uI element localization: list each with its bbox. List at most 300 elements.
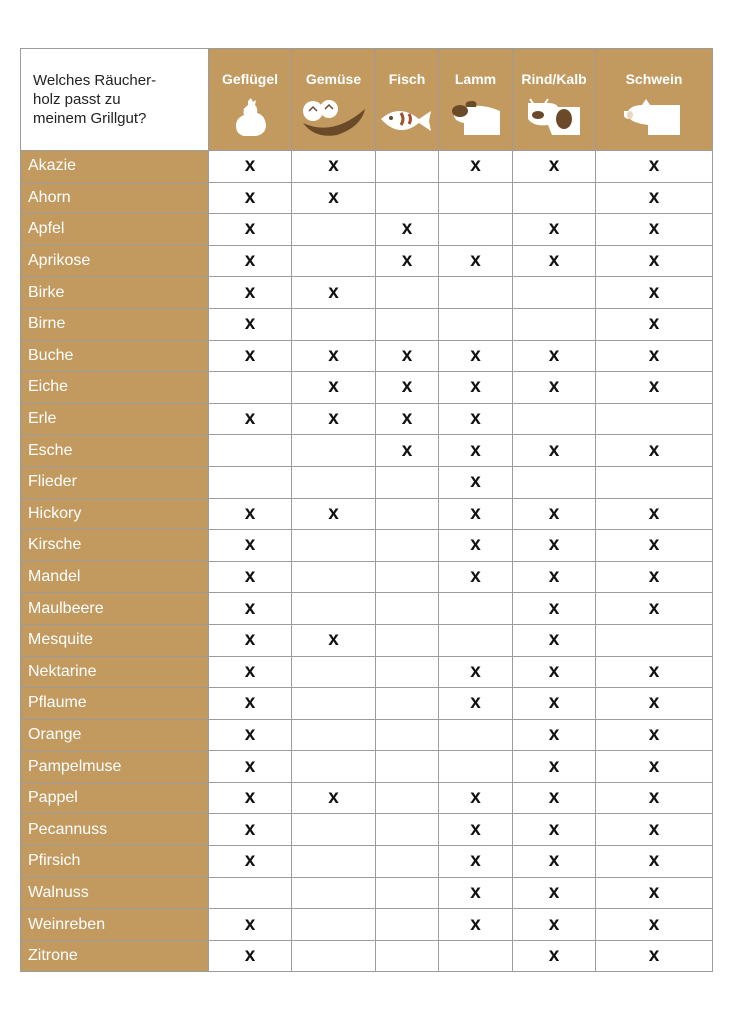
- cell-lamm: [439, 909, 513, 941]
- cell-fisch: [376, 435, 439, 467]
- wood-name: Aprikose: [21, 245, 209, 277]
- cell-gemuese: [292, 846, 376, 878]
- wood-name: Akazie: [21, 151, 209, 183]
- cell-gefluegel: [209, 782, 292, 814]
- cell-lamm: [439, 466, 513, 498]
- cell-schwein: [596, 340, 713, 372]
- cell-gefluegel: [209, 624, 292, 656]
- header-row: [21, 49, 713, 151]
- suitable-mark: x: [401, 439, 413, 461]
- cell-rind-kalb: [513, 214, 596, 246]
- wood-name: Pappel: [21, 782, 209, 814]
- cell-gemuese: [292, 435, 376, 467]
- cell-lamm: [439, 340, 513, 372]
- cell-rind-kalb: [513, 151, 596, 183]
- suitable-mark: x: [470, 439, 481, 461]
- cell-gefluegel: [209, 846, 292, 878]
- wood-name: Eiche: [21, 372, 209, 404]
- suitable-mark: x: [548, 629, 560, 651]
- suitable-mark: x: [648, 186, 660, 208]
- suitable-mark: x: [244, 155, 256, 177]
- cell-gemuese: [292, 877, 376, 909]
- table-row: [21, 782, 713, 814]
- suitable-mark: x: [244, 629, 256, 651]
- suitable-mark: x: [470, 534, 481, 556]
- lamb-icon: [448, 97, 504, 137]
- suitable-mark: x: [548, 439, 560, 461]
- suitable-mark: x: [244, 218, 256, 240]
- table-row: [21, 340, 713, 372]
- cell-schwein: [596, 214, 713, 246]
- table-row: [21, 940, 713, 972]
- cell-gemuese: [292, 308, 376, 340]
- cell-lamm: [439, 308, 513, 340]
- cell-schwein: [596, 403, 713, 435]
- suitable-mark: x: [648, 945, 660, 967]
- cell-gemuese: [292, 245, 376, 277]
- cell-schwein: [596, 782, 713, 814]
- suitable-mark: x: [470, 850, 481, 872]
- cell-gefluegel: [209, 814, 292, 846]
- cell-lamm: [439, 214, 513, 246]
- cell-fisch: [376, 940, 439, 972]
- suitable-mark: x: [470, 881, 481, 903]
- wood-name: Esche: [21, 435, 209, 467]
- suitable-mark: x: [244, 313, 256, 335]
- question-line-3: meinem Grillgut?: [33, 110, 147, 127]
- question-line-1: Welches Räucher-: [33, 72, 157, 89]
- cell-gefluegel: [209, 498, 292, 530]
- cell-lamm: [439, 530, 513, 562]
- wood-name: Birne: [21, 308, 209, 340]
- chicken-icon: [230, 97, 270, 137]
- suitable-mark: x: [401, 376, 413, 398]
- cell-fisch: [376, 877, 439, 909]
- cell-gefluegel: [209, 182, 292, 214]
- wood-name: Zitrone: [21, 940, 209, 972]
- cell-fisch: [376, 277, 439, 309]
- suitable-mark: x: [548, 376, 560, 398]
- cell-fisch: [376, 151, 439, 183]
- suitable-mark: x: [470, 155, 481, 177]
- smoking-wood-table: [20, 48, 713, 972]
- wood-name: Maulbeere: [21, 593, 209, 625]
- suitable-mark: x: [548, 660, 560, 682]
- cell-rind-kalb: [513, 530, 596, 562]
- suitable-mark: x: [328, 281, 339, 303]
- cell-gemuese: [292, 688, 376, 720]
- table-row: [21, 814, 713, 846]
- wood-name: Mesquite: [21, 624, 209, 656]
- suitable-mark: x: [548, 881, 560, 903]
- cell-gefluegel: [209, 277, 292, 309]
- cell-gemuese: [292, 214, 376, 246]
- wood-name: Nektarine: [21, 656, 209, 688]
- suitable-mark: x: [470, 344, 481, 366]
- cell-schwein: [596, 719, 713, 751]
- cell-schwein: [596, 751, 713, 783]
- cell-schwein: [596, 277, 713, 309]
- suitable-mark: x: [548, 218, 560, 240]
- cell-fisch: [376, 214, 439, 246]
- cell-fisch: [376, 372, 439, 404]
- suitable-mark: x: [548, 344, 560, 366]
- column-header-gemuese: [292, 49, 376, 151]
- suitable-mark: x: [548, 755, 560, 777]
- suitable-mark: x: [470, 818, 481, 840]
- suitable-mark: x: [244, 945, 256, 967]
- cell-fisch: [376, 245, 439, 277]
- suitable-mark: x: [401, 218, 413, 240]
- cell-lamm: [439, 688, 513, 720]
- cell-rind-kalb: [513, 245, 596, 277]
- cell-lamm: [439, 782, 513, 814]
- cell-gemuese: [292, 466, 376, 498]
- wood-name: Weinreben: [21, 909, 209, 941]
- suitable-mark: x: [548, 250, 560, 272]
- suitable-mark: x: [648, 281, 660, 303]
- table-row: [21, 561, 713, 593]
- cell-gefluegel: [209, 593, 292, 625]
- table-row: [21, 498, 713, 530]
- suitable-mark: x: [648, 597, 660, 619]
- cell-rind-kalb: [513, 435, 596, 467]
- suitable-mark: x: [470, 566, 481, 588]
- cell-schwein: [596, 182, 713, 214]
- cell-fisch: [376, 624, 439, 656]
- cell-rind-kalb: [513, 940, 596, 972]
- table-row: [21, 688, 713, 720]
- cell-lamm: [439, 719, 513, 751]
- cell-gefluegel: [209, 435, 292, 467]
- cell-schwein: [596, 940, 713, 972]
- cell-gefluegel: [209, 308, 292, 340]
- suitable-mark: x: [648, 692, 660, 714]
- table-question: [21, 49, 209, 151]
- suitable-mark: x: [244, 787, 256, 809]
- cell-gemuese: [292, 277, 376, 309]
- cell-gemuese: [292, 182, 376, 214]
- cell-rind-kalb: [513, 561, 596, 593]
- cell-gefluegel: [209, 530, 292, 562]
- cell-gemuese: [292, 530, 376, 562]
- cell-schwein: [596, 624, 713, 656]
- suitable-mark: x: [244, 723, 256, 745]
- cell-fisch: [376, 846, 439, 878]
- cell-rind-kalb: [513, 308, 596, 340]
- column-label: Gemüse: [305, 71, 362, 87]
- wood-name: Pampelmuse: [21, 751, 209, 783]
- column-label: Fisch: [388, 71, 426, 87]
- cell-gemuese: [292, 593, 376, 625]
- cell-schwein: [596, 466, 713, 498]
- cell-lamm: [439, 846, 513, 878]
- table-row: [21, 877, 713, 909]
- suitable-mark: x: [548, 945, 560, 967]
- cell-gemuese: [292, 340, 376, 372]
- cell-gemuese: [292, 909, 376, 941]
- wood-name: Ahorn: [21, 182, 209, 214]
- suitable-mark: x: [470, 692, 481, 714]
- table-row: [21, 151, 713, 183]
- cell-gemuese: [292, 498, 376, 530]
- cell-fisch: [376, 751, 439, 783]
- cell-gemuese: [292, 782, 376, 814]
- suitable-mark: x: [648, 313, 660, 335]
- suitable-mark: x: [470, 471, 481, 493]
- suitable-mark: x: [548, 502, 560, 524]
- suitable-mark: x: [648, 502, 660, 524]
- cell-gefluegel: [209, 151, 292, 183]
- suitable-mark: x: [648, 218, 660, 240]
- suitable-mark: x: [648, 755, 660, 777]
- cell-rind-kalb: [513, 340, 596, 372]
- table-row: [21, 846, 713, 878]
- cell-schwein: [596, 561, 713, 593]
- suitable-mark: x: [401, 250, 413, 272]
- cell-schwein: [596, 846, 713, 878]
- cell-lamm: [439, 877, 513, 909]
- table-row: [21, 214, 713, 246]
- cell-fisch: [376, 308, 439, 340]
- cell-lamm: [439, 561, 513, 593]
- suitable-mark: x: [470, 913, 481, 935]
- suitable-mark: x: [328, 408, 339, 430]
- cell-gefluegel: [209, 688, 292, 720]
- vegetables-icon: [299, 97, 369, 137]
- cell-lamm: [439, 245, 513, 277]
- cell-fisch: [376, 561, 439, 593]
- table-row: [21, 624, 713, 656]
- table-row: [21, 277, 713, 309]
- wood-name: Buche: [21, 340, 209, 372]
- suitable-mark: x: [648, 818, 660, 840]
- cell-rind-kalb: [513, 751, 596, 783]
- suitable-mark: x: [548, 155, 560, 177]
- cell-rind-kalb: [513, 719, 596, 751]
- cell-lamm: [439, 751, 513, 783]
- suitable-mark: x: [648, 913, 660, 935]
- suitable-mark: x: [548, 913, 560, 935]
- suitable-mark: x: [648, 534, 660, 556]
- suitable-mark: x: [648, 155, 660, 177]
- suitable-mark: x: [244, 597, 256, 619]
- suitable-mark: x: [244, 250, 256, 272]
- wood-name: Pfirsich: [21, 846, 209, 878]
- cell-rind-kalb: [513, 846, 596, 878]
- wood-name: Pecannuss: [21, 814, 209, 846]
- suitable-mark: x: [244, 566, 256, 588]
- column-header-rind-kalb: [513, 49, 596, 151]
- cell-gefluegel: [209, 561, 292, 593]
- cell-fisch: [376, 466, 439, 498]
- column-header-fisch: [376, 49, 439, 151]
- cell-lamm: [439, 403, 513, 435]
- suitable-mark: x: [648, 250, 660, 272]
- cell-schwein: [596, 435, 713, 467]
- cell-gefluegel: [209, 877, 292, 909]
- suitable-mark: x: [648, 850, 660, 872]
- suitable-mark: x: [244, 913, 256, 935]
- cell-gemuese: [292, 624, 376, 656]
- cell-fisch: [376, 498, 439, 530]
- cell-lamm: [439, 277, 513, 309]
- cell-rind-kalb: [513, 814, 596, 846]
- cell-gefluegel: [209, 656, 292, 688]
- table-row: [21, 372, 713, 404]
- cow-icon: [524, 97, 584, 137]
- suitable-mark: x: [548, 723, 560, 745]
- cell-gefluegel: [209, 403, 292, 435]
- cell-lamm: [439, 182, 513, 214]
- suitable-mark: x: [548, 566, 560, 588]
- suitable-mark: x: [548, 597, 560, 619]
- cell-gefluegel: [209, 719, 292, 751]
- cell-schwein: [596, 498, 713, 530]
- suitable-mark: x: [328, 155, 339, 177]
- cell-fisch: [376, 719, 439, 751]
- table-row: [21, 656, 713, 688]
- table-row: [21, 593, 713, 625]
- cell-rind-kalb: [513, 277, 596, 309]
- wood-name: Kirsche: [21, 530, 209, 562]
- cell-rind-kalb: [513, 498, 596, 530]
- cell-fisch: [376, 782, 439, 814]
- cell-lamm: [439, 435, 513, 467]
- cell-gefluegel: [209, 245, 292, 277]
- wood-name: Birke: [21, 277, 209, 309]
- suitable-mark: x: [244, 818, 256, 840]
- table-row: [21, 245, 713, 277]
- cell-gemuese: [292, 719, 376, 751]
- suitable-mark: x: [470, 376, 481, 398]
- suitable-mark: x: [244, 534, 256, 556]
- table-row: [21, 308, 713, 340]
- suitable-mark: x: [648, 439, 660, 461]
- suitable-mark: x: [244, 344, 256, 366]
- suitable-mark: x: [470, 660, 481, 682]
- cell-gefluegel: [209, 372, 292, 404]
- suitable-mark: x: [548, 818, 560, 840]
- cell-rind-kalb: [513, 182, 596, 214]
- wood-name: Hickory: [21, 498, 209, 530]
- cell-schwein: [596, 530, 713, 562]
- cell-lamm: [439, 151, 513, 183]
- cell-lamm: [439, 372, 513, 404]
- cell-fisch: [376, 656, 439, 688]
- column-label: Geflügel: [221, 71, 278, 87]
- cell-rind-kalb: [513, 372, 596, 404]
- cell-gemuese: [292, 751, 376, 783]
- suitable-mark: x: [328, 344, 339, 366]
- wood-name: Pflaume: [21, 688, 209, 720]
- table-row: [21, 466, 713, 498]
- cell-rind-kalb: [513, 403, 596, 435]
- column-label: Rind/Kalb: [521, 71, 587, 87]
- suitable-mark: x: [328, 376, 339, 398]
- suitable-mark: x: [648, 344, 660, 366]
- cell-fisch: [376, 593, 439, 625]
- cell-gefluegel: [209, 909, 292, 941]
- cell-schwein: [596, 372, 713, 404]
- suitable-mark: x: [548, 787, 560, 809]
- cell-fisch: [376, 688, 439, 720]
- suitable-mark: x: [244, 660, 256, 682]
- column-label: Schwein: [625, 71, 683, 87]
- table-row: [21, 182, 713, 214]
- suitable-mark: x: [470, 787, 481, 809]
- cell-gefluegel: [209, 340, 292, 372]
- cell-lamm: [439, 940, 513, 972]
- cell-gefluegel: [209, 214, 292, 246]
- cell-schwein: [596, 688, 713, 720]
- cell-lamm: [439, 656, 513, 688]
- cell-schwein: [596, 308, 713, 340]
- suitable-mark: x: [548, 692, 560, 714]
- cell-rind-kalb: [513, 656, 596, 688]
- cell-fisch: [376, 403, 439, 435]
- cell-lamm: [439, 624, 513, 656]
- cell-schwein: [596, 909, 713, 941]
- suitable-mark: x: [470, 250, 481, 272]
- suitable-mark: x: [244, 850, 256, 872]
- suitable-mark: x: [648, 881, 660, 903]
- suitable-mark: x: [244, 281, 256, 303]
- cell-gemuese: [292, 561, 376, 593]
- suitable-mark: x: [548, 534, 560, 556]
- column-header-lamm: [439, 49, 513, 151]
- fish-icon: [379, 97, 435, 137]
- cell-gemuese: [292, 403, 376, 435]
- cell-rind-kalb: [513, 466, 596, 498]
- cell-schwein: [596, 656, 713, 688]
- suitable-mark: x: [244, 692, 256, 714]
- cell-gemuese: [292, 814, 376, 846]
- cell-gemuese: [292, 151, 376, 183]
- suitable-mark: x: [648, 787, 660, 809]
- suitable-mark: x: [328, 787, 339, 809]
- column-header-gefluegel: [209, 49, 292, 151]
- suitable-mark: x: [244, 186, 256, 208]
- cell-gefluegel: [209, 940, 292, 972]
- cell-lamm: [439, 498, 513, 530]
- wood-name: Mandel: [21, 561, 209, 593]
- cell-fisch: [376, 340, 439, 372]
- cell-fisch: [376, 530, 439, 562]
- table-row: [21, 909, 713, 941]
- table-row: [21, 530, 713, 562]
- suitable-mark: x: [244, 408, 256, 430]
- wood-name: Apfel: [21, 214, 209, 246]
- table-row: [21, 719, 713, 751]
- suitable-mark: x: [470, 408, 481, 430]
- wood-name: Orange: [21, 719, 209, 751]
- suitable-mark: x: [648, 566, 660, 588]
- table-row: [21, 751, 713, 783]
- cell-gefluegel: [209, 751, 292, 783]
- suitable-mark: x: [470, 502, 481, 524]
- question-line-2: holz passt zu: [33, 91, 121, 108]
- suitable-mark: x: [328, 502, 339, 524]
- column-label: Lamm: [454, 71, 497, 87]
- cell-schwein: [596, 151, 713, 183]
- table-row: [21, 435, 713, 467]
- suitable-mark: x: [244, 755, 256, 777]
- suitable-mark: x: [548, 850, 560, 872]
- suitable-mark: x: [401, 408, 413, 430]
- suitable-mark: x: [328, 629, 339, 651]
- cell-fisch: [376, 814, 439, 846]
